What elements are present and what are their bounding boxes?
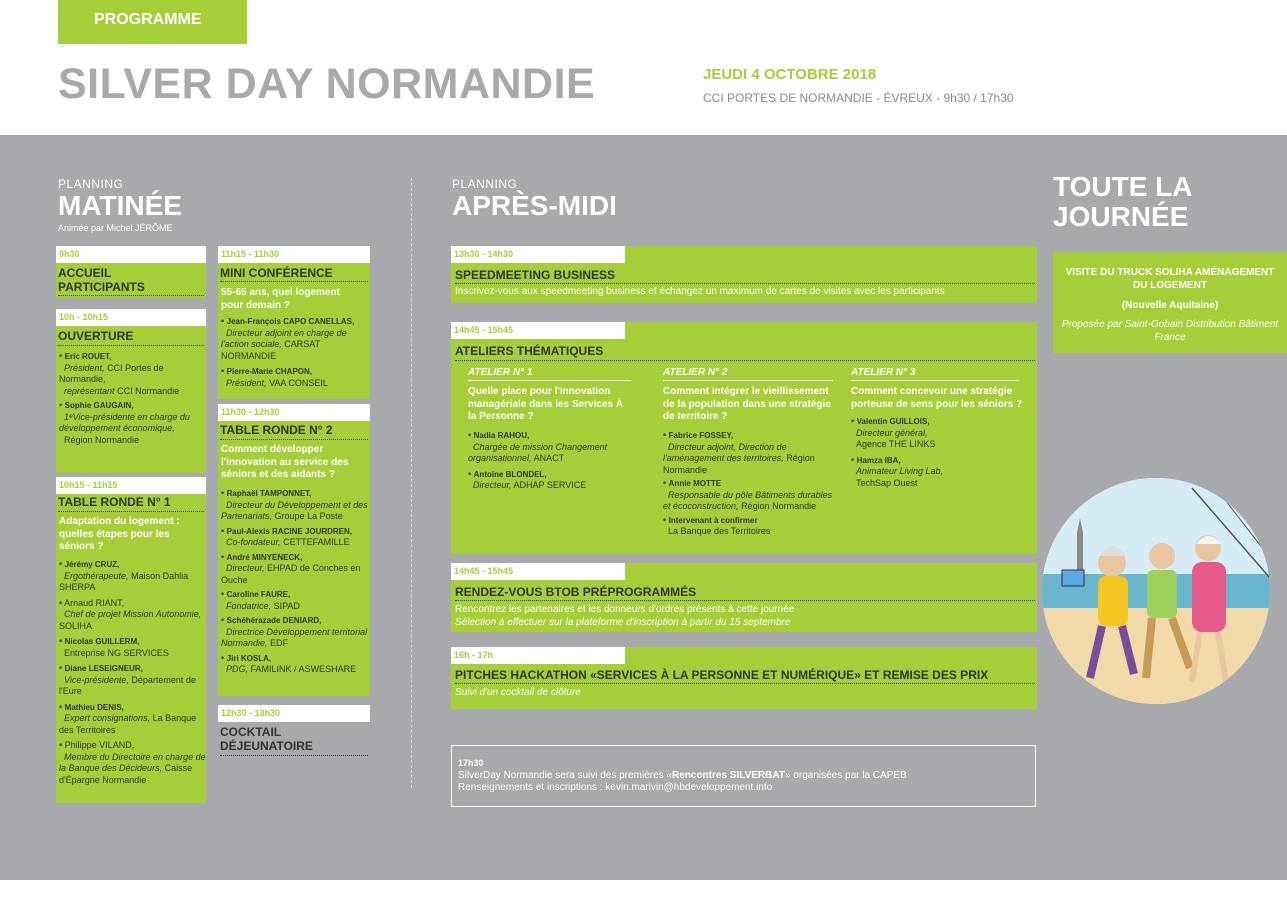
truck-by: Proposée par Saint-Gobain Distribution Bâtiment France [1061,319,1279,343]
speaker-list: • Jean-François CAPO CANELLAS, Directeur adjoint en charge de l'action sociale, CARSAT NORMANDIE • Pierre-Marie CHAPON, Président, VAA CONSEIL [221,316,355,388]
table2-question: Comment développer l'innovation au service des séniors et des aidants ? [221,444,349,480]
table-ronde-1-card [56,477,206,803]
divider [455,683,1035,684]
column-divider [411,178,412,788]
atelier-3-underline [851,380,1019,381]
programme-tag: PROGRAMME [58,0,247,44]
pitch-title: PITCHES HACKATHON «SERVICES À LA PERSONNE ET NUMÉRIQUE» ET REMISE DES PRIX [455,668,989,682]
divider [58,511,204,512]
speaker: • Eric ROUET, Président, CCI Portes de Normandie, représentant CCI Normandie [59,351,180,396]
truck-card [1053,252,1287,353]
mini-question: 55-65 ans, quel logement pour demain ? [221,287,340,311]
atelier-1-question: Quelle place pour l'innovation managériale dans les Services À la Personne ? [468,386,624,422]
speaker-list: • Jérémy CRUZ, Ergothérapeute, Maison Dahlia SHERPA • Arnaud RIANT, Chef de projet Mission Autonomie, SOLIHA • Nicolas GUILLERM, Entreprise NG SERVICES • Diane LESEIGNEUR, Vice-présidente, Département de l'Eure • Mathieu DENIS, Expert consignations, La Banque des Territoires • Philippe VILAND, Membre du Directoire en charge de la Banque des Décideurs, Caisse d'Épargne Normandie [59,559,206,785]
ateliers-time: 14h45 - 15h45 [451,322,625,339]
ouverture-title: OUVERTURE [58,329,134,343]
btob-card [451,563,1037,632]
cocktail-card [218,705,370,755]
atelier-2-underline [663,380,833,381]
mini-conference-card [218,246,370,399]
divider [455,283,1035,284]
atelier-2-heading: ATELIER N° 2 [663,367,728,378]
divider [455,360,1035,361]
accueil-title: ACCUEIL PARTICIPANTS [58,266,145,294]
aprem-planning-label: PLANNING [452,177,518,191]
speed-text: Inscrivez-vous aux speedmeeting business et échangez un maximum de cartes de visites avec les participants [455,286,945,297]
closing-note [451,745,1036,807]
btob-time: 14h45 - 15h45 [451,563,625,580]
divider [455,600,1035,601]
pitches-card [451,647,1037,709]
table2-title: TABLE RONDE N° 2 [220,423,333,437]
table1-time: 10h15 - 11h15 [56,477,206,494]
accueil-time: 9h30 [56,246,206,263]
btob-title: RENDEZ-VOUS BTOB PRÉPROGRAMMÉS [455,585,697,599]
table1-title: TABLE RONDE N° 1 [58,495,171,509]
page-title: SILVER DAY NORMANDIE [58,60,596,108]
cocktail-time: 12h30 - 13h30 [218,705,370,722]
truck-region: (Nouvelle Aquitaine) [1121,300,1219,311]
pitch-text: Suivi d'un cocktail de clôture [455,687,581,698]
speaker-list: • Raphaël TAMPONNET, Directeur du Développement et des Partenariats, Groupe La Poste • Paul-Alexis RACINE JOURDREN, Co-fondateur, CETTEFAMILLE • André MINYENECK, Directeur, EHPAD de Conches en Ouche • Caroline FAURE, Fondatrice, SIPAD • Schéhérazade DENIARD, Directrice Développement territorial Normandie, EDF • Jiri KOSLA, PDG, FAMILINK / ASWESHARE [221,488,368,674]
note-line-2: Renseignements et inscriptions : kevin.marivin@hbdeveloppement.info [458,782,773,793]
speed-time: 13h30 - 14h30 [451,246,625,263]
divider [58,345,204,346]
truck-title: VISITE DU TRUCK SOLIHA AMÉNAGEMENT DU LOGEMENT [1065,267,1275,291]
event-date: JEUDI 4 OCTOBRE 2018 [703,66,877,83]
table2-time: 11h30 - 12h30 [218,404,370,421]
table1-question: Adaptation du logement : quelles étapes pour les séniors ? [59,516,180,552]
divider [58,295,204,296]
atelier-2-question: Comment intégrer le vieillissement de la population dans une stratégie de territoire ? [663,386,831,422]
event-place: CCI PORTES DE NORMANDIE - ÉVREUX - 9h30 / 17h30 [703,91,1014,105]
note-line-1: SilverDay Normandie sera suivi des premières «Rencontres SILVERBAT» organisées par la CAPEB [458,769,907,781]
atelier-3-question: Comment concevoir une stratégie porteuse de sens pour les séniors ? [851,386,1023,410]
pitch-time: 16h - 17h [451,647,625,664]
seniors-illustration [1042,478,1270,704]
mini-time: 11h15 - 11h30 [218,246,370,263]
accueil-card [56,246,206,298]
btob-text-1: Rencontrez les partenaires et les donneurs d'ordres présents à cette journée [455,604,795,615]
atelier-3-speakers: • Valentin GUILLOIS, Directeur général, Agence THE LINKS • Hamza IBA, Animateur Living Lab, TechSap Ouest [851,416,944,488]
speed-title: SPEEDMEETING BUSINESS [455,268,616,282]
cocktail-title: COCKTAIL DÉJEUNATOIRE [220,725,313,753]
ouverture-card [56,309,206,473]
ateliers-card [451,322,1037,554]
atelier-3-heading: ATELIER N° 3 [851,367,916,378]
speedmeeting-card [451,246,1037,303]
ateliers-title: ATELIERS THÉMATIQUES [455,344,604,358]
aprem-title: APRÈS-MIDI [452,190,617,221]
speaker: • Sophie GAUGAIN, 1ᵉVice-présidente en charge du développement économique, Région Normandie [59,400,190,445]
atelier-1-underline [468,380,631,381]
atelier-1-speakers: • Nadia RAHOU, Chargée de mission Changement organisationnel, ANACT • Antoine BLONDEL, Directeur, ADHAP SERVICE [468,430,608,490]
divider [220,755,368,756]
journee-title: TOUTE LA JOURNÉE [1053,171,1193,232]
table-ronde-2-card [218,404,370,696]
ouverture-time: 10h - 10h15 [56,309,206,326]
matin-title: MATINÉE [58,190,182,221]
atelier-1-heading: ATELIER N° 1 [468,367,533,378]
divider [220,281,368,282]
atelier-2-speakers: • Fabrice FOSSEY, Directeur adjoint, Direction de l'aménagement des territoires, Région Normandie • Annie MOTTE Responsable du pôle Bâtiments durables et écoconstruction, Région Normandie • Intervenant à confirmer La Banque des Territoires [663,430,833,536]
divider [220,439,368,440]
note-time: 17h30 [458,758,484,768]
mini-title: MINI CONFÉRENCE [220,266,333,280]
btob-text-2: Sélection à effectuer sur la plateforme d'inscription à partir du 15 septembre [455,617,791,628]
matin-planning-label: PLANNING [58,177,124,191]
matin-subtitle: Animée par Michel JÉRÔME [58,223,173,233]
